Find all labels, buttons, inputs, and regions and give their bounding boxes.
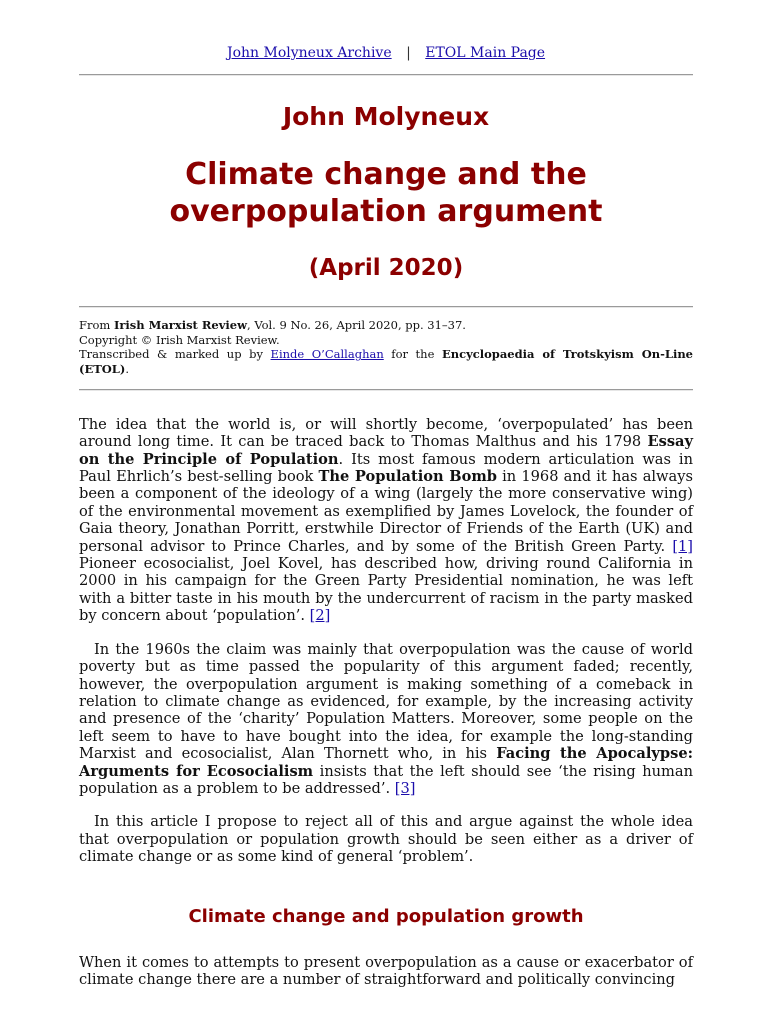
- facing-apocalypse-title: Facing the Apocalypse: Arguments for Ecosocialism: [79, 745, 693, 780]
- p2-text-1: In the 1960s the claim was mainly that overpopulation was the cause of world poverty but as time passed the popularity of this argument faded; recently, however, the overpopulation argument is making something of a comeback in relation to climate change as evidenced, for example, by the increasing activity and presence of the ‘charity’ Population Matters. Moreover, some people on the left seem to have to have bought into the idea, for example the long-standing Marxist and ecosocialist, Alan Thornett who, in his: [79, 640, 693, 763]
- transcribed-line: [79, 347, 693, 376]
- p1-text-2: . Its most famous modern articulation was in Paul Ehrlich’s best-selling book: [79, 450, 693, 486]
- divider-info-bottom: [79, 389, 693, 391]
- from-prefix: From: [79, 318, 114, 332]
- archive-link[interactable]: John Molyneux Archive: [226, 45, 392, 61]
- article-page: [79, 0, 693, 988]
- journal-name: Irish Marxist Review: [113, 318, 248, 332]
- section-heading: Climate change and population growth: [188, 905, 584, 927]
- title-line-1: Climate change and the: [185, 157, 587, 192]
- p1-text-4: Pioneer ecosocialist, Joel Kovel, has described how, driving round California in 2000 in his campaign for the Green Party Presidential nomination, he was left with a bitter taste in his mouth by the undercurrent of racism in the party masked by concern about ‘population’.: [79, 555, 693, 625]
- nav-separator: |: [406, 45, 411, 61]
- source-info: [79, 318, 693, 377]
- transcribed-prefix: Transcribed & marked up by: [79, 347, 271, 362]
- essay-title: Essay on the Principle of Population: [79, 433, 693, 468]
- paragraph-3: In this article I propose to reject all of this and argue against the whole idea that overpopulation or population growth should be seen either as a driver of climate change or as some kind of general ‘problem’.: [79, 813, 693, 866]
- transcribed-mid: for the: [383, 347, 442, 362]
- encyclopaedia-name: Encyclopaedia of Trotskyism On-Line (ETOL): [79, 347, 694, 377]
- title-line-2: overpopulation argument: [169, 194, 603, 229]
- from-suffix: , Vol. 9 No. 26, April 2020, pp. 31–37.: [247, 318, 466, 332]
- top-navigation: [79, 0, 693, 74]
- article-date: (April 2020): [308, 255, 464, 281]
- p1-text-3: in 1968 and it has always been a component of the ideology of a wing (largely the more conservative wing) of the environmental movement as exemplified by James Lovelock, the founder of Gaia theory, Jonathan Porritt, erstwhile Director of Friends of the Earth (UK) and personal advisor to Prince Charles, and by some of the British Green Party.: [79, 468, 693, 555]
- footnote-link-3[interactable]: [3]: [394, 779, 416, 797]
- p2-text-2: insists that the left should see ‘the rising human population as a problem to be addressed’.: [79, 762, 693, 797]
- paragraph-1: [79, 416, 693, 625]
- etol-main-link[interactable]: ETOL Main Page: [425, 45, 546, 61]
- footnote-link-1[interactable]: [1]: [672, 537, 693, 555]
- p1-text-1: The idea that the world is, or will shortly become, ‘overpopulated’ has been around long time. It can be traced back to Thomas Malthus and his 1798: [79, 415, 693, 451]
- copyright-line: Copyright © Irish Marxist Review.: [79, 332, 280, 347]
- transcribed-end: .: [125, 362, 129, 377]
- article-body: [79, 416, 693, 989]
- population-bomb-title: The Population Bomb: [318, 468, 497, 486]
- divider-top: [79, 74, 693, 76]
- divider-info-top: [79, 306, 693, 308]
- source-line: [79, 318, 693, 333]
- paragraph-4: When it comes to attempts to present overpopulation as a cause or exacerbator of climate change there are a number of straightforward and politically convincing: [79, 953, 693, 988]
- author-heading: John Molyneux: [282, 102, 490, 131]
- transcriber-link[interactable]: Einde O’Callaghan: [270, 347, 384, 362]
- article-title: [79, 156, 693, 230]
- footnote-link-2[interactable]: [2]: [309, 607, 331, 625]
- paragraph-2: [79, 641, 693, 798]
